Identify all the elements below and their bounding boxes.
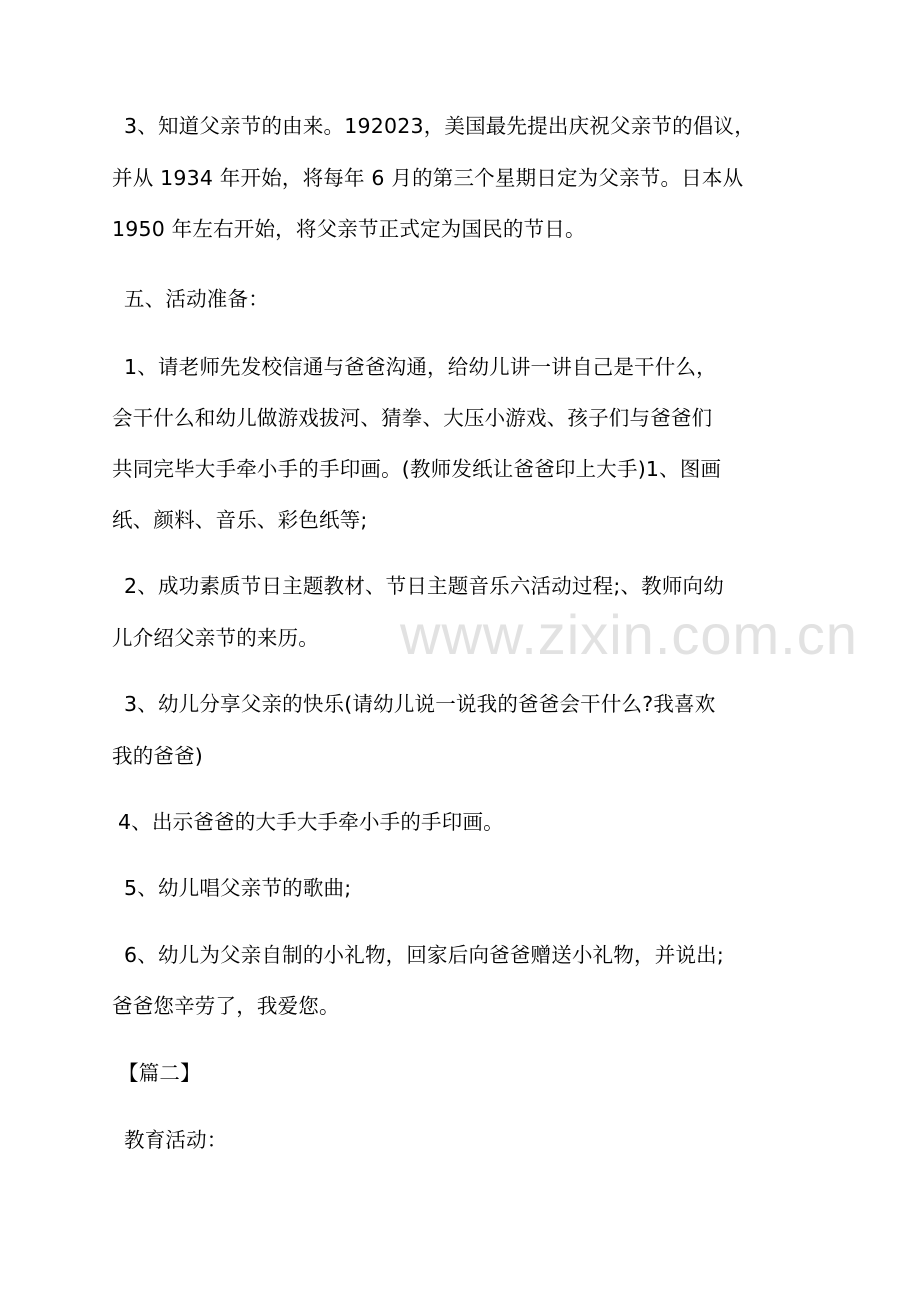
watermark: www.zixin.com.cn — [400, 603, 858, 666]
paragraph-line: 3、知道父亲节的由来。192023，美国最先提出庆祝父亲节的倡议， — [124, 114, 755, 138]
paragraph-line: 1950 年左右开始，将父亲节正式定为国民的节日。 — [112, 217, 586, 241]
paragraph-line: 爸爸您辛劳了，我爱您。 — [112, 994, 340, 1018]
paragraph-line: 4、出示爸爸的大手大手牵小手的手印画。 — [118, 810, 504, 834]
paragraph-line: 5、幼儿唱父亲节的歌曲; — [124, 876, 352, 900]
paragraph-line: 1、请老师先发校信通与爸爸沟通，给幼儿讲一讲自己是干什么， — [124, 355, 717, 379]
paragraph-line: 纸、颜料、音乐、彩色纸等; — [112, 508, 368, 532]
paragraph-line: 会干什么和幼儿做游戏拔河、猜拳、大压小游戏、孩子们与爸爸们 — [112, 406, 713, 430]
paragraph-line: 3、幼儿分享父亲的快乐(请幼儿说一说我的爸爸会干什么?我喜欢 — [124, 692, 716, 716]
paragraph-line: 我的爸爸) — [112, 744, 203, 768]
paragraph-line: 6、幼儿为父亲自制的小礼物，回家后向爸爸赠送小礼物，并说出; — [124, 943, 724, 967]
paragraph-line: 并从 1934 年开始，将每年 6 月的第三个星期日定为父亲节。日本从 — [112, 166, 744, 190]
paragraph-line: 2、成功素质节日主题教材、节日主题音乐六活动过程;、教师向幼 — [124, 574, 724, 598]
section-heading: 【篇二】 — [118, 1061, 201, 1085]
section-heading: 五、活动准备： — [124, 287, 269, 311]
paragraph-line: 共同完毕大手牵小手的手印画。(教师发纸让爸爸印上大手)1、图画 — [112, 457, 722, 481]
paragraph-line: 儿介绍父亲节的来历。 — [112, 626, 319, 650]
section-heading: 教育活动： — [124, 1128, 228, 1152]
